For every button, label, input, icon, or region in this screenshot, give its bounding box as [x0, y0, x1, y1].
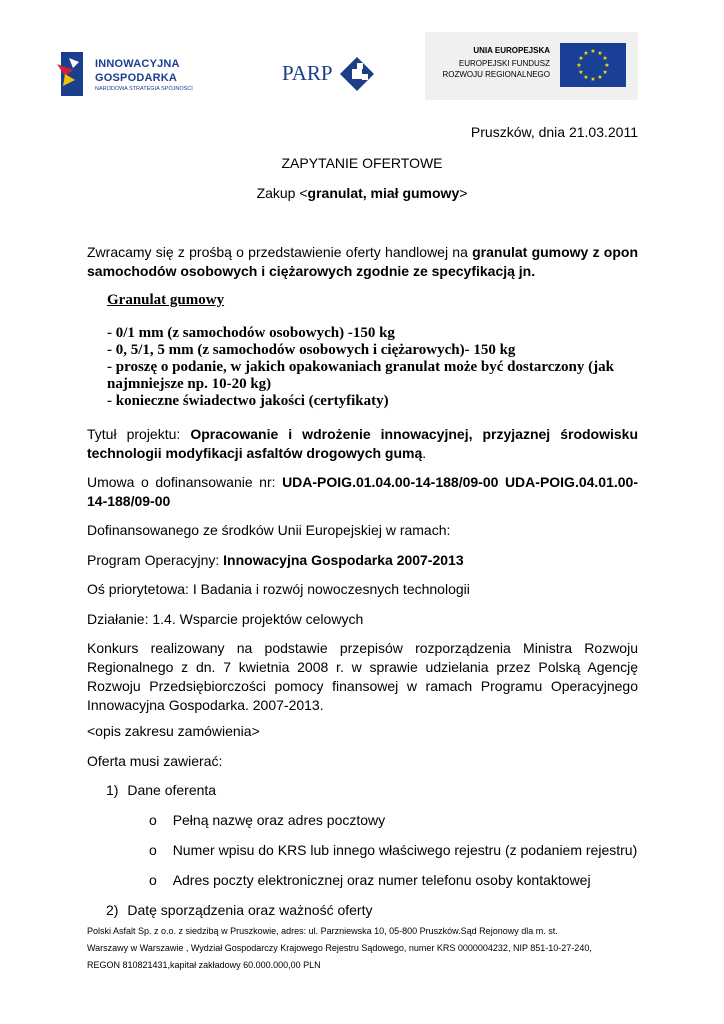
intro-paragraph: [87, 243, 638, 281]
parp-logo: [282, 57, 382, 93]
ig-logo-line3: NARODOWA STRATEGIA SPÓJNOŚCI: [95, 86, 193, 92]
ig-logo-line1: INNOWACYJNA: [95, 58, 180, 70]
parp-logo-text: PARP: [282, 61, 333, 85]
list-item-1: [106, 782, 216, 798]
project-title-paragraph: [87, 425, 638, 463]
sub-bullet: o: [149, 812, 157, 828]
program-value: Innowacyjna Gospodarka 2007-2013: [223, 552, 464, 568]
subject-post: >: [459, 185, 468, 201]
spec-line: - 0, 5/1, 5 mm (z samochodów osobowych i ciężarowych)- 150 kg: [107, 342, 516, 358]
action-line: Działanie: 1.4. Wsparcie projektów celowych: [87, 611, 364, 627]
eu-flag-icon: [560, 43, 626, 87]
innowacyjna-gospodarka-logo: [55, 50, 205, 100]
svg-text:★: ★: [597, 49, 603, 57]
agreement-value: UDA-POIG.01.04.00-14-188/09-00 UDA-POIG.04.01.00-14-188/09-00: [87, 474, 638, 509]
spec-line: - konieczne świadectwo jakości (certyfikaty): [107, 393, 389, 409]
svg-text:★: ★: [583, 74, 589, 82]
eu-logo-line3: ROZWOJU REGIONALNEGO: [442, 70, 550, 79]
scope-line: <opis zakresu zamówienia>: [87, 723, 260, 739]
intro-text: Zwracamy się z prośbą o przedstawienie oferty handlowej na: [87, 244, 473, 260]
svg-text:★: ★: [597, 74, 603, 82]
agreement-label: Umowa o dofinansowanie nr:: [87, 474, 283, 490]
intro-bold: granulat gumowy z opon samochodów osobowych i ciężarowych zgodnie ze specyfikacją jn.: [87, 244, 638, 279]
sub-list-item: [149, 872, 591, 888]
project-title-label: Tytuł projektu:: [87, 426, 191, 442]
svg-text:★: ★: [583, 49, 589, 57]
date-line: Pruszków, dnia 21.03.2011: [470, 124, 638, 140]
program-label: Program Operacyjny:: [87, 552, 224, 568]
offer-must-line: Oferta musi zawierać:: [87, 753, 223, 769]
svg-text:★: ★: [602, 69, 608, 76]
sub-list-item: [149, 812, 385, 828]
svg-text:★: ★: [578, 55, 584, 62]
sub-text: Numer wpisu do KRS lub innego właściwego rejestru (z podaniem rejestru): [172, 842, 638, 858]
svg-text:★: ★: [578, 69, 584, 76]
project-title-value: Opracowanie i wdrożenie innowacyjnej, przyjaznej środowisku technologii modyfikacji asfaltów drogowych gumą: [87, 426, 639, 461]
list-item-2: [106, 902, 372, 918]
list-number: 2): [106, 902, 119, 918]
svg-text:★: ★: [576, 62, 582, 69]
ig-logo-icon: [55, 50, 91, 98]
subject-line: [0, 185, 724, 201]
spec-line: - 0/1 mm (z samochodów osobowych) -150 kg: [107, 325, 395, 341]
subject-pre: Zakup <: [256, 185, 308, 201]
funded-line: Dofinansowanego ze środków Unii Europejskiej w ramach:: [87, 522, 451, 538]
sub-bullet: o: [149, 842, 157, 858]
axis-line: Oś priorytetowa: I Badania i rozwój nowoczesnych technologii: [87, 581, 470, 597]
spec-list: [107, 325, 627, 410]
contest-paragraph: Konkurs realizowany na podstawie przepisów rozporządzenia Ministra Rozwoju Regionalnego z dn. 7 kwietnia 2008 r. w sprawie udzielania przez Polską Agencję Rozwoju Przedsiębiorczości pomocy finansowej w ramach Programu Operacyjnego Innowacyjna Gospodarka. 2007-2013.: [87, 640, 638, 713]
svg-text:★: ★: [590, 76, 596, 83]
agreement-paragraph: [87, 473, 638, 511]
list-text: Datę sporządzenia oraz ważność oferty: [127, 902, 373, 918]
footer-line: Warszawy w Warszawie , Wydział Gospodarczy Krajowego Rejestru Sądowego, numer KRS 0000004232, NIP 851-10-27-240,: [87, 943, 592, 953]
sub-list-item: [149, 842, 637, 858]
list-text: Dane oferenta: [127, 782, 217, 798]
sub-text: Adres poczty elektronicznej oraz numer telefonu osoby kontaktowej: [172, 872, 591, 888]
sub-text: Pełną nazwę oraz adres pocztowy: [172, 812, 386, 828]
list-number: 1): [106, 782, 119, 798]
footer-line: Polski Asfalt Sp. z o.o. z siedzibą w Pruszkowie, adres: ul. Parzniewska 10, 05-800 Pruszków.Sąd Rejonowy dla m. st.: [87, 926, 558, 936]
parp-diamond-icon: [340, 57, 374, 91]
sub-bullet: o: [149, 872, 157, 888]
footer-line: REGON 810821431,kapitał zakładowy 60.000.000,00 PLN: [87, 960, 321, 970]
eu-logo-line2: EUROPEJSKI FUNDUSZ: [458, 59, 550, 68]
eu-logo-line1: UNIA EUROPEJSKA: [473, 46, 550, 55]
spec-line: - proszę o podanie, w jakich opakowaniach granulat może być dostarczony (jak najmniejsze np. 10-20 kg): [107, 359, 614, 392]
program-line: [87, 551, 638, 570]
svg-text:★: ★: [604, 62, 610, 69]
document-title: ZAPYTANIE OFERTOWE: [281, 155, 443, 171]
project-title-end: .: [422, 445, 427, 461]
eu-logo-box: [425, 32, 638, 100]
svg-text:★: ★: [602, 55, 608, 62]
svg-text:★: ★: [590, 48, 596, 55]
spec-heading: Granulat gumowy: [107, 292, 225, 308]
footer: [87, 923, 647, 974]
ig-logo-line2: GOSPODARKA: [95, 72, 178, 84]
subject-bold: granulat, miał gumowy: [307, 185, 460, 201]
